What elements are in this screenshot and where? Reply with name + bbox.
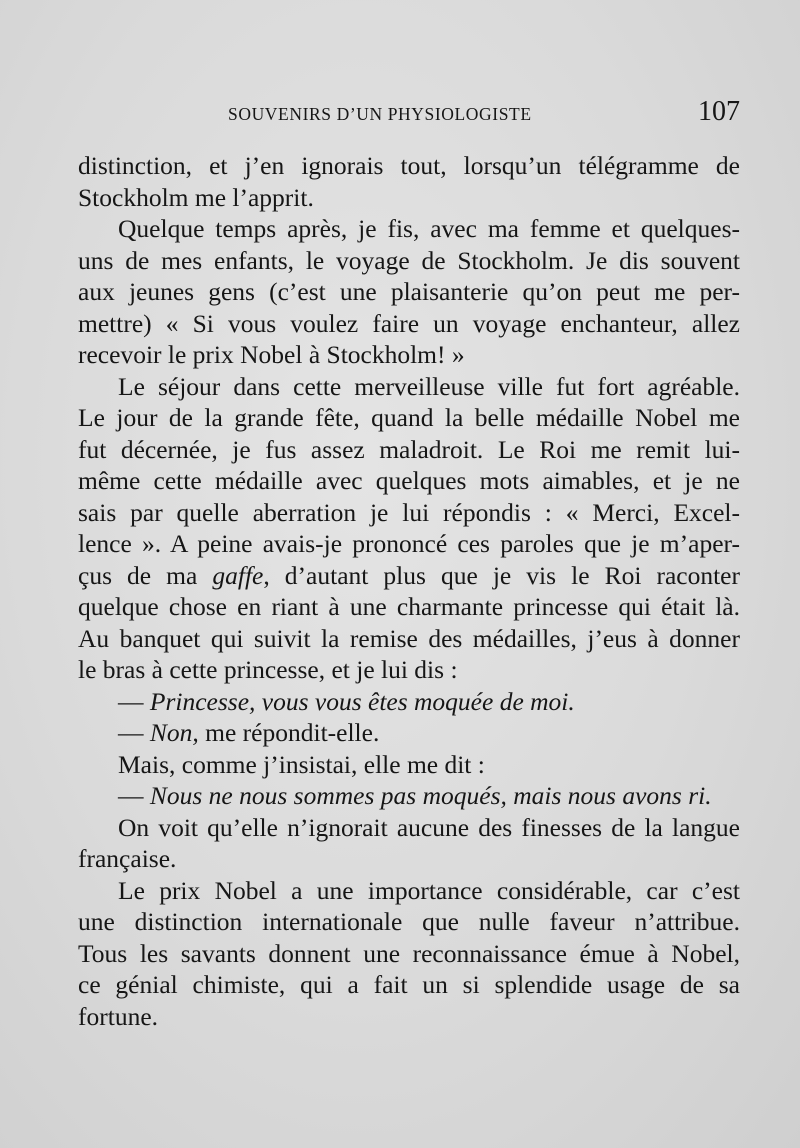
text-line: Tous les savants donnent une reconnaissance émue à Nobel, [78,938,740,968]
text-line: Stockholm me l’apprit. [78,182,314,212]
text-line: sais par quelle aberration je lui répondis : « Merci, Excel- [78,497,740,527]
italic-word-gaffe: gaffe [212,560,264,590]
text-line: aux jeunes gens (c’est une plaisanterie qu’on peut me per- [78,277,740,306]
text-line: distinction, et j’en ignorais tout, lorsqu’un télégramme de [78,151,740,180]
running-title: SOUVENIRS D’UN PHYSIOLOGISTE [228,104,532,124]
dialogue-line [78,717,740,749]
text-segment: çus de ma [78,560,213,590]
text-line: uns de mes enfants, le voyage de Stockholm. Je dis souvent [78,245,740,275]
text-line: Mais, comme j’insistai, elle me dit : [118,749,485,779]
text-line: On voit qu’elle n’ignorait aucune des finesses de la langue [118,812,740,842]
dialogue-quote: Nous ne nous sommes pas moqués, mais nous avons ri. [149,781,712,810]
text-line: ce génial chimiste, qui a fait un si splendide usage de sa [78,970,740,999]
text-segment: me répondit-elle. [198,718,380,747]
dialogue-line [78,686,740,718]
text-segment: , d’autant plus que je vis le Roi raconter [263,560,740,590]
body-text [78,150,740,1032]
text-line: française. [78,844,177,873]
text-line [78,560,740,592]
text-line: le bras à cette princesse, et je lui dis : [78,655,458,684]
page-number: 107 [698,96,740,127]
text-line: même cette médaille avec quelques mots aimables, et je ne [78,466,740,495]
dialogue-quote: Princesse, vous vous êtes moquée de moi. [149,686,575,716]
text-line: fortune. [78,1001,159,1031]
text-line: Le séjour dans cette merveilleuse ville fut fort agréable. [118,371,740,401]
dialogue-dash: — [118,718,150,747]
text-line: Quelque temps après, je fis, avec ma femme et quelques- [118,214,740,243]
text-line: Le prix Nobel a une importance considérable, car c’est [118,875,740,905]
text-line: recevoir le prix Nobel à Stockholm! » [78,340,465,369]
dialogue-line [78,780,740,812]
text-line: Le jour de la grande fête, quand la belle médaille Nobel me [78,403,740,432]
text-line: mettre) « Si vous voulez faire un voyage enchanteur, allez [78,308,740,338]
dialogue-dash: — [118,781,150,810]
dialogue-quote: Non, [149,718,199,747]
text-line: une distinction internationale que nulle faveur n’attribue. [78,907,740,936]
text-line: lence ». A peine avais-je prononcé ces paroles que je m’aper- [78,529,740,558]
text-line: quelque chose en riant à une charmante princesse qui était là. [78,592,740,621]
text-line: Au banquet qui suivit la remise des médailles, j’eus à donner [78,623,740,653]
dialogue-dash: — [118,686,150,716]
text-line: fut décernée, je fus assez maladroit. Le Roi me remit lui- [78,434,740,464]
running-header [78,96,740,136]
